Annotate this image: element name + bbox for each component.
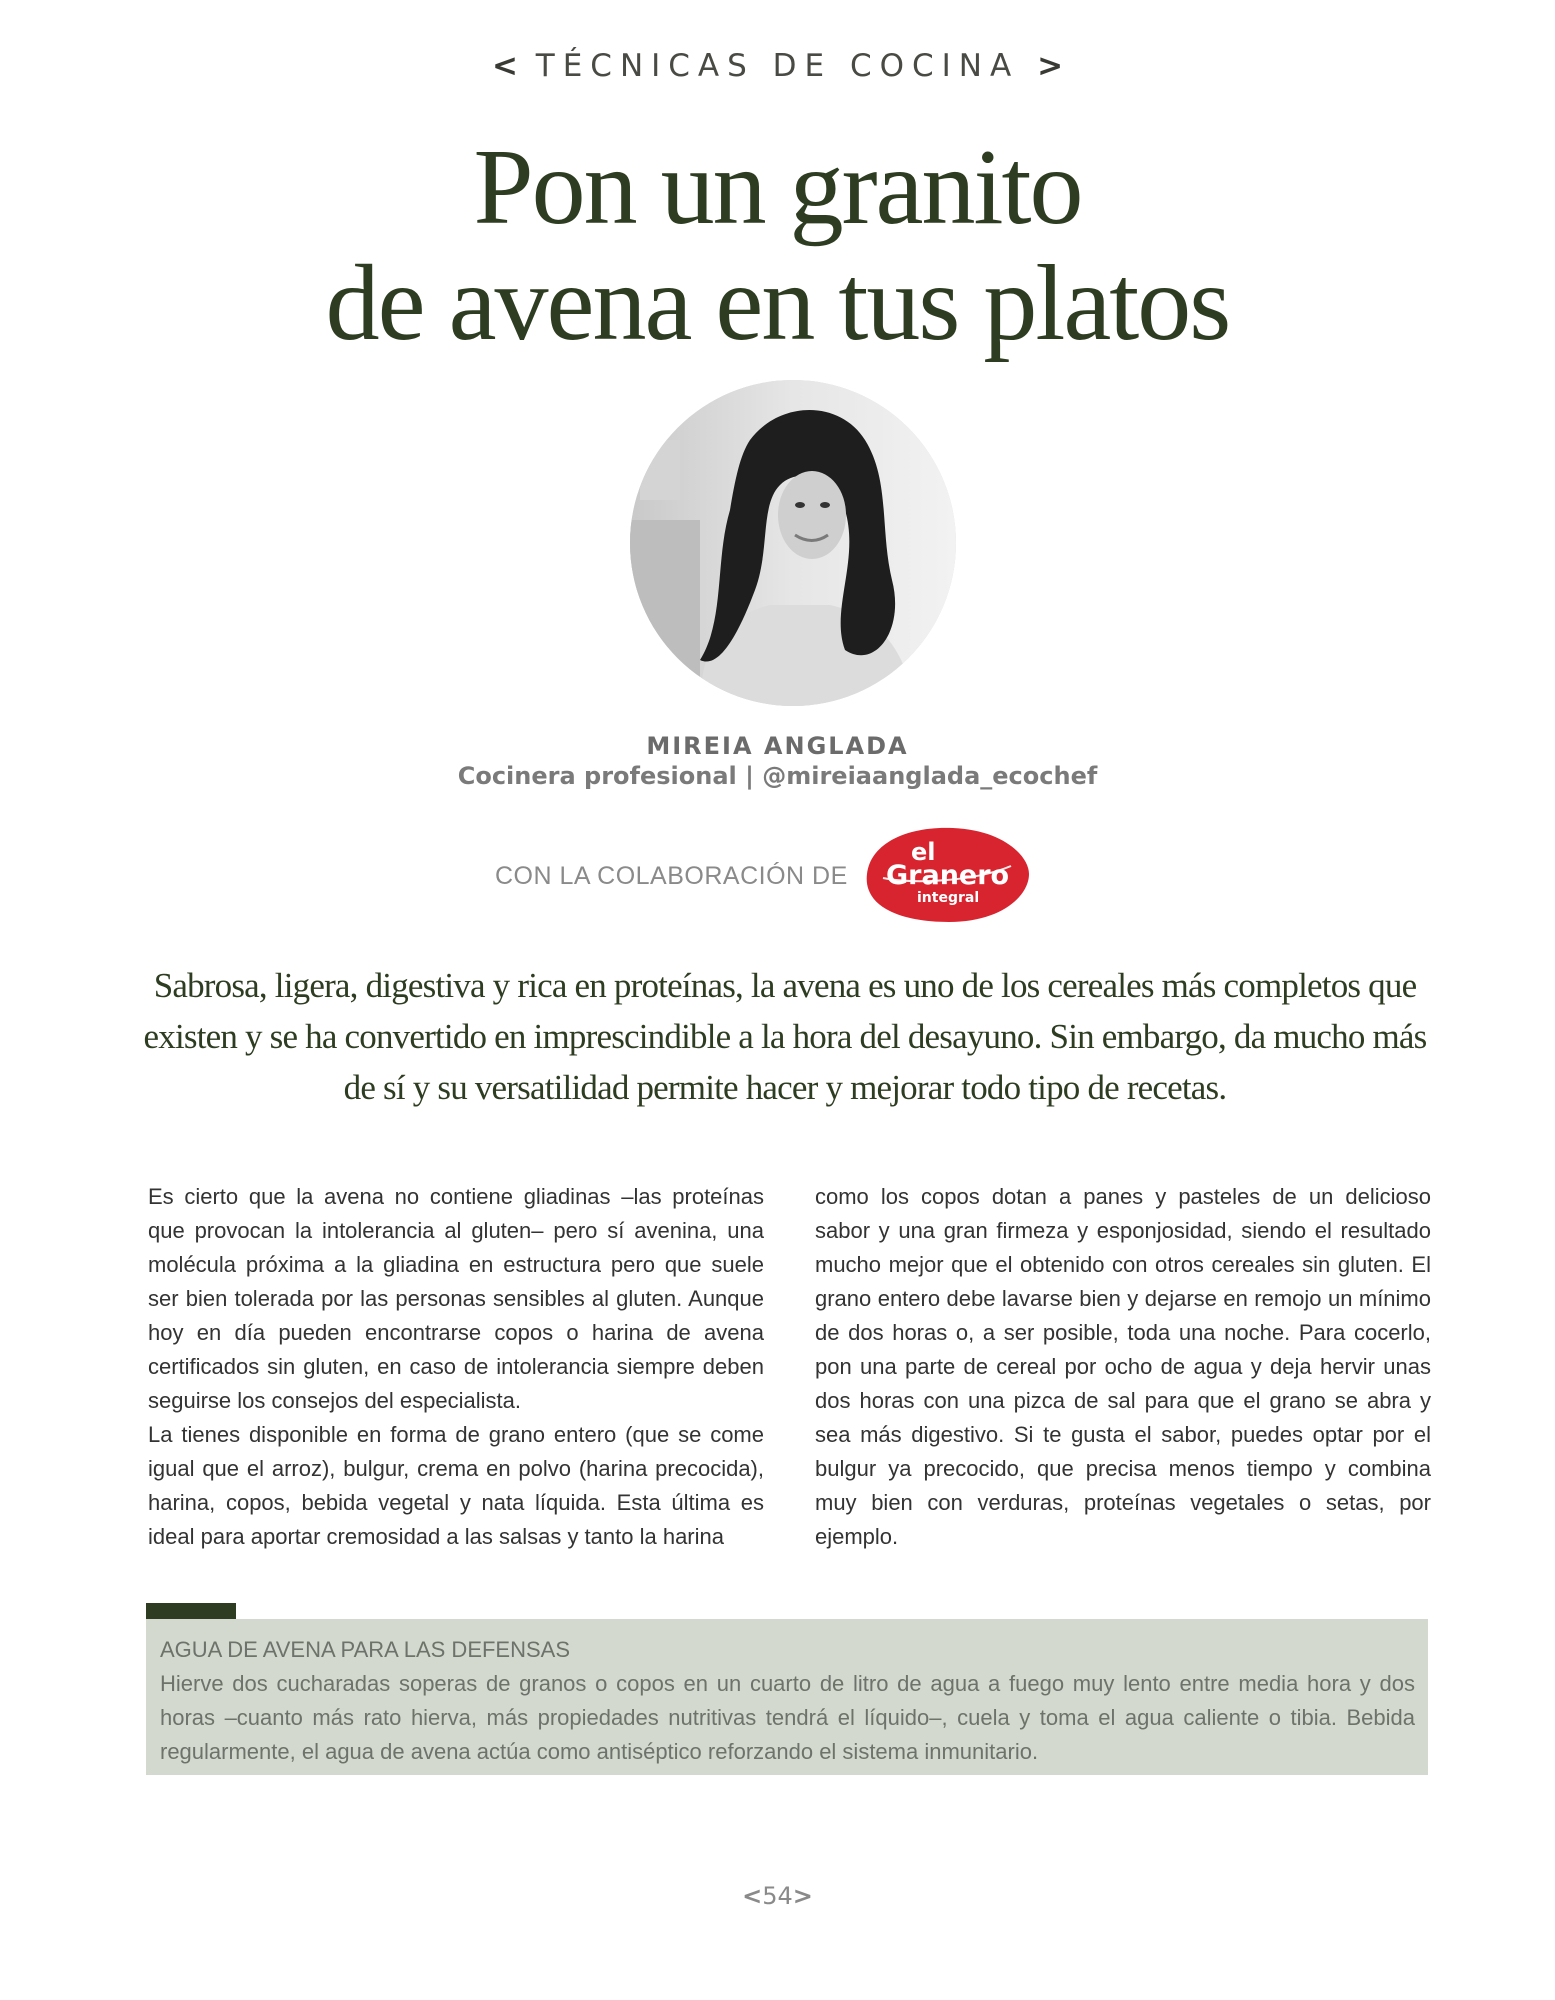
page-number-value: 54 [762, 1882, 793, 1910]
sidebar-box-text: Hierve dos cucharadas soperas de granos o copos en un cuarto de litro de agua a fuego muy lento entre media hora y dos horas –cuanto más rato hierva, más propiedades nutritivas tendrá el líquido–, cuela y toma el agua caliente o tibia. Bebida regularmente, el agua de avena actúa como antiséptico reforzando el sistema inmunitario. [160, 1671, 1415, 1764]
chevron-right-icon: > [792, 1882, 813, 1910]
chevron-right-icon: > [1037, 48, 1064, 84]
author-name: MIREIA ANGLADA [646, 732, 909, 760]
sidebar-box-tab [146, 1603, 236, 1619]
brand-logo-line-1: el [911, 838, 936, 866]
section-label [0, 48, 1555, 84]
page-number [0, 1882, 1555, 1910]
sidebar-box [146, 1619, 1428, 1775]
article-title [0, 130, 1555, 362]
article-lead: Sabrosa, ligera, digestiva y rica en proteínas, la avena es uno de los cereales más completos que existen y se ha convertido en imprescindible a la hora del desayuno. Sin embargo, da mucho más de sí y su versatilidad permite hacer y mejorar todo tipo de recetas. [143, 966, 1427, 1107]
author-portrait-image [630, 380, 956, 706]
article-title-line-2: de avena en tus platos [325, 244, 1230, 363]
sidebar-box-heading: AGUA DE AVENA PARA LAS DEFENSAS [160, 1637, 571, 1662]
body-paragraph: como los copos dotan a panes y pasteles de un delicioso sabor y una gran firmeza y esponjosidad, siendo el resultado mucho mejor que el obtenido con otros cereales sin gluten. El grano entero debe lavarse bien y dejarse en remojo un mínimo de dos horas o, a ser posible, toda una noche. Para cocerlo, pon una parte de cereal por ocho de agua y deja hervir unas dos horas con una pizca de sal para que el grano se abra y sea más digestivo. Si te gusta el sabor, puedes optar por el bulgur ya precocido, que precisa menos tiempo y combina muy bien con verduras, proteínas vegetales o setas, por ejemplo. [815, 1184, 1431, 1549]
article-title-line-1: Pon un granito [473, 128, 1082, 247]
collaboration-label: CON LA COLABORACIÓN DE [495, 862, 848, 890]
body-column-left [148, 1180, 764, 1554]
chevron-left-icon: < [742, 1882, 763, 1910]
brand-logo-line-2: Granero [886, 860, 1010, 891]
body-paragraph: Es cierto que la avena no contiene gliadinas –las proteínas que provocan la intolerancia al gluten– pero sí avenina, una molécula próxima a la gliadina en estructura pero que suele ser bien tolerada por las personas sensibles al gluten. Aunque hoy en día pueden encontrarse copos o harina de avena certificados sin gluten, en caso de intolerancia siempre deben seguirse los consejos del especialista. [148, 1184, 764, 1413]
el-granero-integral-logo [853, 822, 1033, 926]
chevron-left-icon: < [491, 48, 518, 84]
body-column-right [815, 1180, 1431, 1554]
author-portrait [630, 380, 956, 706]
body-paragraph: La tienes disponible en forma de grano entero (que se come igual que el arroz), bulgur, crema en polvo (harina precocida), harina, copos, bebida vegetal y nata líquida. Esta última es ideal para aportar cremosidad a las salsas y tanto la harina [148, 1422, 764, 1549]
author-role: Cocinera profesional | @mireiaanglada_ecochef [457, 762, 1098, 790]
brand-logo-line-3: integral [917, 890, 980, 906]
section-label-text: TÉCNICAS DE COCINA [535, 48, 1020, 84]
